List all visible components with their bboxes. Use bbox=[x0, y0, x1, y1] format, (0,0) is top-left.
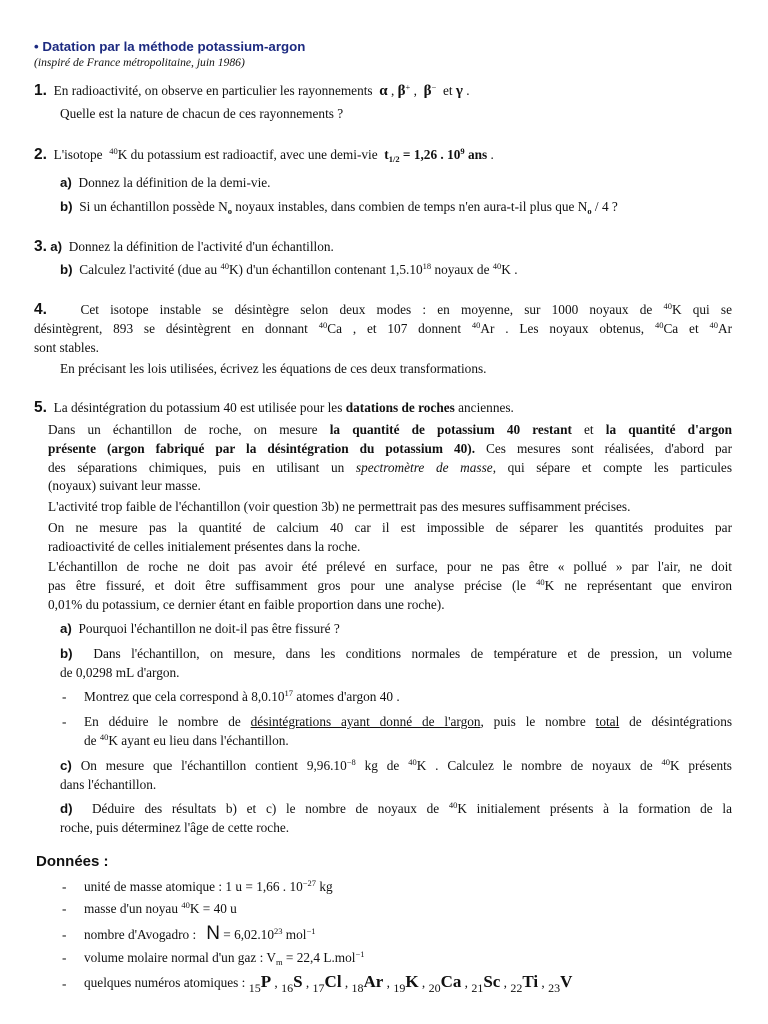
atomic-number: 17 bbox=[312, 981, 325, 995]
beta-minus-symbol: β bbox=[423, 83, 432, 99]
element-cl bbox=[312, 972, 342, 995]
donnees-atomic-numbers: quelques numéros atomiques : $_{15}$P , $_{16}$S , $_{17}$Cl , $_{18}$Ar , $_{19}$K , $_{20}$Ca , $_{21}$Sc , $_{22}$Ti , $_{23}$V bbox=[84, 972, 573, 995]
q5b-dash-1: - bbox=[62, 689, 67, 704]
avogadro-symbol: N bbox=[206, 923, 220, 944]
question-2-number: 2. bbox=[34, 146, 47, 163]
question-5c-line-1: c) On mesure que l'échantillon contient $9,96.10^{-8}$ kg de $^{40}$K . Calculez le nombre de noyaux de $^{40}$K présents bbox=[60, 757, 732, 773]
element-p bbox=[248, 972, 272, 995]
beta-plus-symbol: β bbox=[397, 83, 406, 99]
element-ar bbox=[351, 972, 384, 995]
atomic-number: 18 bbox=[351, 981, 364, 995]
question-5a: a) Pourquoi l'échantillon ne doit-il pas être fissuré ? bbox=[60, 621, 340, 636]
element-symbol: Sc bbox=[483, 972, 501, 991]
q5-p1-line-1: Dans un échantillon de roche, on mesure la quantité de potassium 40 restant et la quantité d'argon bbox=[48, 422, 733, 437]
donnees-title: Données : bbox=[36, 853, 109, 870]
exercise-subtitle: (inspiré de France métropolitaine, juin 1986) bbox=[34, 56, 245, 69]
atomic-number: 21 bbox=[471, 981, 484, 995]
alpha-symbol: α bbox=[379, 83, 388, 99]
question-4-number: 4. bbox=[34, 301, 47, 318]
question-4-line-3: sont stables. bbox=[34, 340, 100, 355]
element-symbol: S bbox=[293, 972, 303, 991]
question-3-number: 3. bbox=[34, 238, 47, 255]
atomic-number: 22 bbox=[510, 981, 523, 995]
q5b-item-2-line-1: En déduire le nombre de désintégrations ayant donné de l'argon, puis le nombre total de désintégrations bbox=[84, 714, 733, 729]
element-symbol: Ti bbox=[522, 972, 539, 991]
atomic-numbers-list: $_{15}$P , $_{16}$S , $_{17}$Cl , $_{18}$Ar , $_{19}$K , $_{20}$Ca , $_{21}$Sc , $_{22}$Ti , $_{23}$V bbox=[248, 972, 573, 995]
element-sc bbox=[471, 972, 501, 995]
donnees-dash-1: - bbox=[62, 879, 67, 894]
question-4-line-4: En précisant les lois utilisées, écrivez les équations de ces deux transformations. bbox=[60, 361, 487, 376]
q5-p3-line-2: radioactivité de celles initialement présentes dans la roche. bbox=[48, 539, 361, 554]
q5b-dash-2: - bbox=[62, 714, 67, 729]
donnees-dash-4: - bbox=[62, 950, 67, 965]
exercise-title: • Datation par la méthode potassium-argon bbox=[34, 39, 306, 54]
question-3b: b) Calculez l'activité (due au $^{40}$K) d'un échantillon contenant 1,5.10$^{18}$ noyaux de $^{40}$K . bbox=[60, 261, 518, 277]
donnees-k40-mass: masse d'un noyau $^{40}$K = 40 u bbox=[84, 900, 237, 916]
gamma-symbol: γ bbox=[455, 83, 463, 99]
q5b-item-2-line-2: de $^{40}$K ayant eu lieu dans l'échantillon. bbox=[84, 732, 289, 748]
question-1-line-1: 1. En radioactivité, on observe en particulier les rayonnements α , β+ , β− et γ . bbox=[34, 82, 470, 99]
element-symbol: P bbox=[260, 972, 272, 991]
question-2b: b) Si un échantillon possède $N_o$ noyaux instables, dans combien de temps n'en aura-t-il plus que $N_o / 4$ ? bbox=[60, 199, 618, 216]
question-5-intro: 5. La désintégration du potassium 40 est utilisée pour les datations de roches anciennes. bbox=[34, 399, 514, 416]
donnees-atomic-mass-unit: unité de masse atomique : 1 u = 1,66 . $10^{-27}$ kg bbox=[84, 878, 333, 894]
question-4-line-2: désintègrent, 893 se désintègrent en donnant $^{40}$Ca , et 107 donnent $^{40}$Ar . Les noyaux obtenus, $^{40}$Ca et $^{40}$Ar bbox=[34, 320, 733, 336]
element-s bbox=[281, 972, 303, 995]
question-1-line-2: Quelle est la nature de chacun de ces rayonnements ? bbox=[60, 106, 344, 121]
question-5b-line-1: b) Dans l'échantillon, on mesure, dans les conditions normales de température et de pression, un volume bbox=[60, 646, 732, 661]
q5-p4-line-3: 0,01% du potassium, ce dernier étant en faible proportion dans une roche). bbox=[48, 597, 445, 612]
question-5c-line-2: dans l'échantillon. bbox=[60, 777, 157, 792]
atomic-number: 19 bbox=[393, 981, 406, 995]
element-v bbox=[548, 972, 573, 995]
element-k bbox=[393, 972, 419, 995]
q5-p4-line-2: pas être fissuré, et doit être suffisamment gros pour une analyse précise (le $^{40}$K ne représentant que environ bbox=[48, 577, 732, 593]
element-symbol: Ar bbox=[363, 972, 384, 991]
question-5-number: 5. bbox=[34, 399, 47, 416]
donnees-molar-volume: volume molaire normal d'un gaz : $V_m = 22,4$ L.mol$^{-1}$ bbox=[84, 949, 365, 967]
question-2-line-1: 2. L'isotope $^{40}$K du potassium est radioactif, avec une demi-vie $t_{1/2} = 1,26$ . $10^9$ ans . bbox=[34, 146, 494, 164]
question-1-number: 1. bbox=[34, 82, 47, 99]
q5-p2: L'activité trop faible de l'échantillon (voir question 3b) ne permettrait pas des mesures suffisamment précises. bbox=[48, 499, 631, 514]
element-ca bbox=[428, 972, 462, 995]
question-4-line-1: 4. Cet isotope instable se désintègre selon deux modes : en moyenne, sur 1000 noyaux de $^{40}$K qui se bbox=[34, 301, 732, 318]
atomic-number: 15 bbox=[248, 981, 261, 995]
q5-p4-line-1: L'échantillon de roche ne doit pas avoir été prélevé en surface, pour ne pas être « pollué » par l'air, ne doit bbox=[48, 559, 732, 574]
element-symbol: Cl bbox=[324, 972, 342, 991]
q5b-item-1: Montrez que cela correspond à 8,0.10$^{17}$ atomes d'argon 40 . bbox=[84, 688, 400, 704]
q5-p1-line-4: (noyaux) suivant leur masse. bbox=[48, 478, 201, 493]
question-2a: a) Donnez la définition de la demi-vie. bbox=[60, 175, 271, 190]
element-symbol: K bbox=[405, 972, 419, 991]
question-5d-line-2: roche, puis déterminez l'âge de cette roche. bbox=[60, 820, 290, 835]
atomic-number: 16 bbox=[281, 981, 294, 995]
q5-p1-line-3: des séparations chimiques, puis en utilisant un spectromètre de masse, qui sépare et compte les particules bbox=[48, 460, 733, 475]
atomic-number: 20 bbox=[428, 981, 441, 995]
q5-p3-line-1: On ne mesure pas la quantité de calcium 40 car il est impossible de séparer les quantités produites par bbox=[48, 520, 732, 535]
donnees-dash-2: - bbox=[62, 901, 67, 916]
donnees-dash-5: - bbox=[62, 976, 67, 991]
donnees-avogadro: nombre d'Avogadro : $N = 6,02.10^{23}$ mol$^{-1}$ bbox=[84, 923, 316, 944]
question-5d-line-1: d) Déduire des résultats b) et c) le nombre de noyaux de $^{40}$K initialement présents à la formation de la bbox=[60, 800, 732, 816]
question-3a: 3. a) Donnez la définition de l'activité d'un échantillon. bbox=[34, 238, 334, 255]
element-symbol: Ca bbox=[440, 972, 462, 991]
question-5b-line-2: de 0,0298 mL d'argon. bbox=[60, 665, 180, 680]
element-ti bbox=[510, 972, 539, 995]
donnees-dash-3: - bbox=[62, 927, 67, 942]
q5-p1-line-2: présente (argon fabriqué par la désintégration du potassium 40). Ces mesures sont réalisées, d'abord par bbox=[48, 441, 733, 456]
atomic-number: 23 bbox=[548, 981, 561, 995]
element-symbol: V bbox=[560, 972, 573, 991]
